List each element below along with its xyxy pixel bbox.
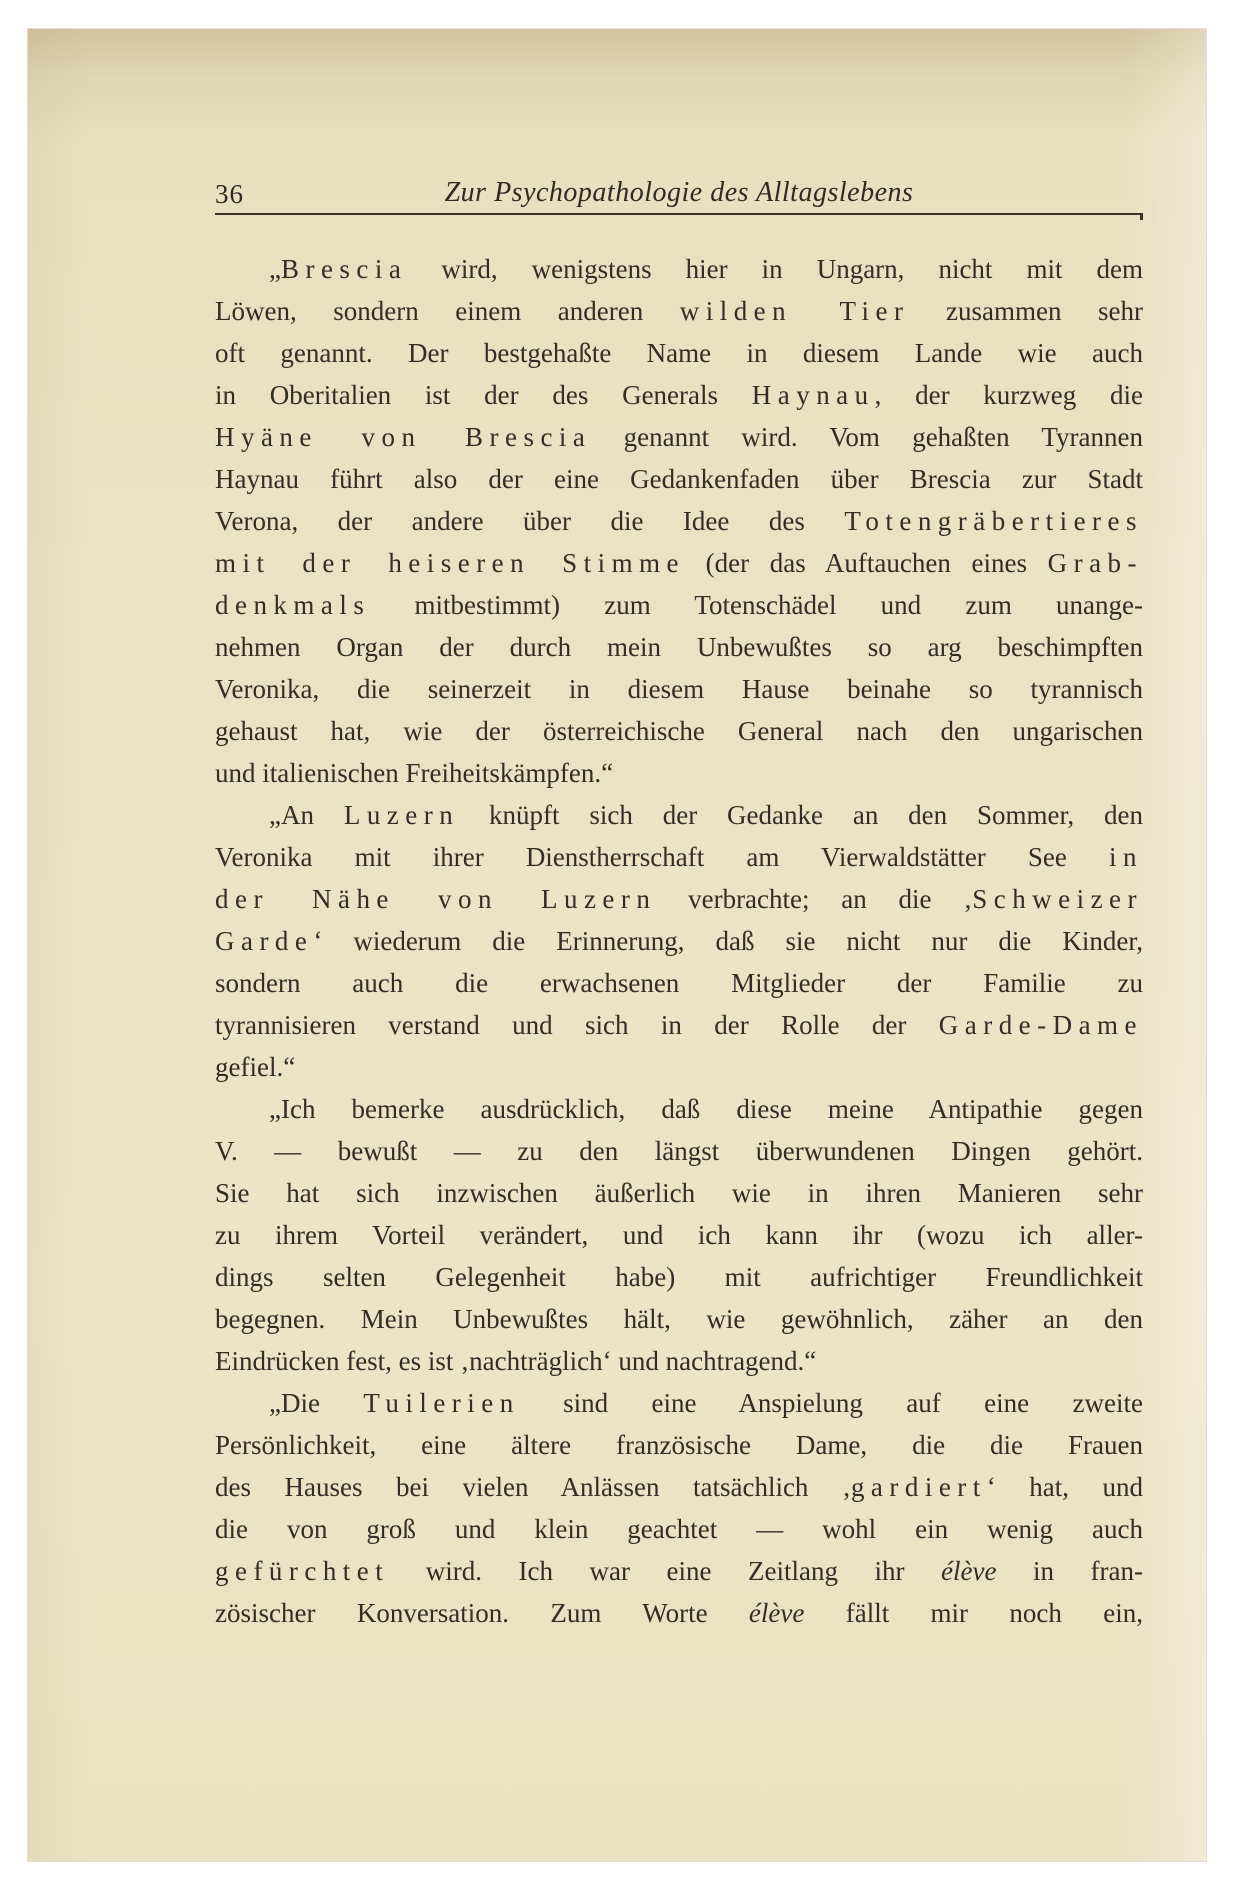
text-line (215, 1424, 1143, 1466)
text-line (215, 332, 1143, 374)
letterspaced-text: Totengräbertieres (844, 506, 1143, 536)
text-segment: in fran- (996, 1556, 1143, 1586)
paragraph (215, 248, 1143, 794)
text-segment: tyrannisieren verstand und sich in der Rolle der (215, 1010, 939, 1040)
text-line (215, 1298, 1143, 1340)
letterspaced-text: in (1109, 842, 1143, 872)
text-line (215, 752, 1143, 794)
letterspaced-text: denkmals (215, 590, 371, 620)
letterspaced-text: Garde (215, 926, 314, 956)
letterspaced-text: Grab- (1047, 548, 1143, 578)
header-rule (215, 213, 1143, 215)
text-segment: des Hauses bei vielen Anlässen tatsächlich ‚ (215, 1472, 851, 1502)
text-line (215, 1004, 1143, 1046)
text-segment: genannt wird. Vom gehaßten Tyrannen (591, 422, 1143, 452)
text-line (215, 626, 1143, 668)
page-number: 36 (215, 179, 244, 209)
text-line (215, 1172, 1143, 1214)
text-line (215, 542, 1143, 584)
text-segment: die von groß und klein geachtet — wohl ein wenig auch (215, 1514, 1143, 1544)
text-line (215, 668, 1143, 710)
text-line (215, 1382, 1143, 1424)
letterspaced-text: Brescia (280, 254, 408, 284)
letterspaced-text: gefürchtet (215, 1556, 390, 1586)
text-segment: sind eine Anspielung auf eine zweite (519, 1388, 1143, 1418)
text-segment: Haynau führt also der eine Gedankenfaden über Brescia zur Stadt (215, 464, 1143, 494)
text-segment: V. — bewußt — zu den längst überwundenen Dingen gehört. (215, 1136, 1143, 1166)
text-segment: , der kurzweg die (874, 380, 1143, 410)
text-segment: zu ihrem Vorteil verändert, und ich kann ihr (wozu ich aller- (215, 1220, 1143, 1250)
text-line (215, 1592, 1143, 1634)
text-line (215, 836, 1143, 878)
text-segment: knüpft sich der Gedanke an den Sommer, den (459, 800, 1143, 830)
text-segment: ‘ hat, und (986, 1472, 1143, 1502)
text-segment: wird, wenigstens hier in Ungarn, nicht mit dem (407, 254, 1143, 284)
book-page (28, 29, 1206, 1861)
text-line (215, 1466, 1143, 1508)
paragraph (215, 794, 1143, 1088)
text-line (215, 794, 1143, 836)
page-body (215, 248, 1143, 1634)
text-line (215, 290, 1143, 332)
paragraph (215, 1382, 1143, 1634)
text-segment: (der das Auftauchen eines (685, 548, 1048, 578)
text-line (215, 1214, 1143, 1256)
text-line (215, 248, 1143, 290)
letterspaced-text: Tuilerien (363, 1388, 520, 1418)
text-segment: verbrachte; an die ‚ (656, 884, 973, 914)
letterspaced-text: Garde-Dame (938, 1010, 1143, 1040)
text-segment: begegnen. Mein Unbewußtes hält, wie gewöhnlich, zäher an den (215, 1304, 1143, 1334)
text-segment: Verona, der andere über die Idee des (215, 506, 845, 536)
text-line (215, 1340, 1143, 1382)
text-line (215, 920, 1143, 962)
text-segment: gefiel.“ (215, 1052, 296, 1082)
text-line (215, 584, 1143, 626)
text-line (215, 1256, 1143, 1298)
text-segment: nehmen Organ der durch mein Unbewußtes so arg beschimpften (215, 632, 1143, 662)
text-segment: Veronika, die seinerzeit in diesem Hause beinahe so tyrannisch (215, 674, 1143, 704)
text-segment: gehaust hat, wie der österreichische General nach den ungarischen (215, 716, 1143, 746)
text-segment: Löwen, sondern einem anderen (215, 296, 680, 326)
text-segment: in Oberitalien ist der des Generals (215, 380, 752, 410)
text-segment: zösischer Konversation. Zum Worte (215, 1598, 749, 1628)
text-segment: „ (269, 254, 281, 284)
letterspaced-text: Schweizer (972, 884, 1143, 914)
text-segment: ‘ wiederum die Erinnerung, daß sie nicht nur die Kinder, (313, 926, 1143, 956)
text-line (215, 416, 1143, 458)
letterspaced-text: der Nähe von Luzern (215, 884, 657, 914)
text-line (215, 1508, 1143, 1550)
paragraph (215, 1088, 1143, 1382)
text-segment: mitbestimmt) zum Totenschädel und zum unange- (370, 590, 1143, 620)
text-segment: sondern auch die erwachsenen Mitglieder der Familie zu (215, 968, 1143, 998)
text-segment: Eindrücken fest, es ist ‚nachträglich‘ und nachtragend.“ (215, 1346, 817, 1376)
text-line (215, 710, 1143, 752)
text-line (215, 500, 1143, 542)
text-line (215, 962, 1143, 1004)
text-segment: fällt mir noch ein, (804, 1598, 1143, 1628)
text-line (215, 1046, 1143, 1088)
text-segment: Sie hat sich inzwischen äußerlich wie in ihren Manieren sehr (215, 1178, 1143, 1208)
text-line (215, 458, 1143, 500)
letterspaced-text: mit der heiseren Stimme (215, 548, 685, 578)
text-line (215, 1550, 1143, 1592)
text-segment: Persönlichkeit, eine ältere französische Dame, die die Frauen (215, 1430, 1143, 1460)
letterspaced-text: gardiert (850, 1472, 987, 1502)
italic-text: élève (941, 1556, 997, 1586)
running-title: Zur Psychopathologie des Alltagslebens (444, 177, 914, 208)
text-segment: zusammen sehr (909, 296, 1143, 326)
text-line (215, 878, 1143, 920)
text-line (215, 1088, 1143, 1130)
text-segment: und italienischen Freiheitskämpfen.“ (215, 758, 614, 788)
text-segment: wird. Ich war eine Zeitlang ihr (389, 1556, 942, 1586)
text-line (215, 1130, 1143, 1172)
text-segment: „An (269, 800, 344, 830)
letterspaced-text: Luzern (343, 800, 460, 830)
italic-text: élève (748, 1598, 805, 1628)
letterspaced-text: wilden Tier (679, 296, 910, 326)
text-segment: „Ich bemerke ausdrücklich, daß diese meine Antipathie gegen (269, 1094, 1143, 1124)
text-segment: oft genannt. Der bestgehaßte Name in diesem Lande wie auch (215, 338, 1143, 368)
text-line (215, 374, 1143, 416)
letterspaced-text: Haynau (751, 380, 875, 410)
text-segment: dings selten Gelegenheit habe) mit aufrichtiger Freundlichkeit (215, 1262, 1143, 1292)
text-segment: „Die (269, 1388, 364, 1418)
text-segment: Veronika mit ihrer Dienstherrschaft am Vierwaldstätter See (215, 842, 1110, 872)
letterspaced-text: Hyäne von Brescia (215, 422, 592, 452)
